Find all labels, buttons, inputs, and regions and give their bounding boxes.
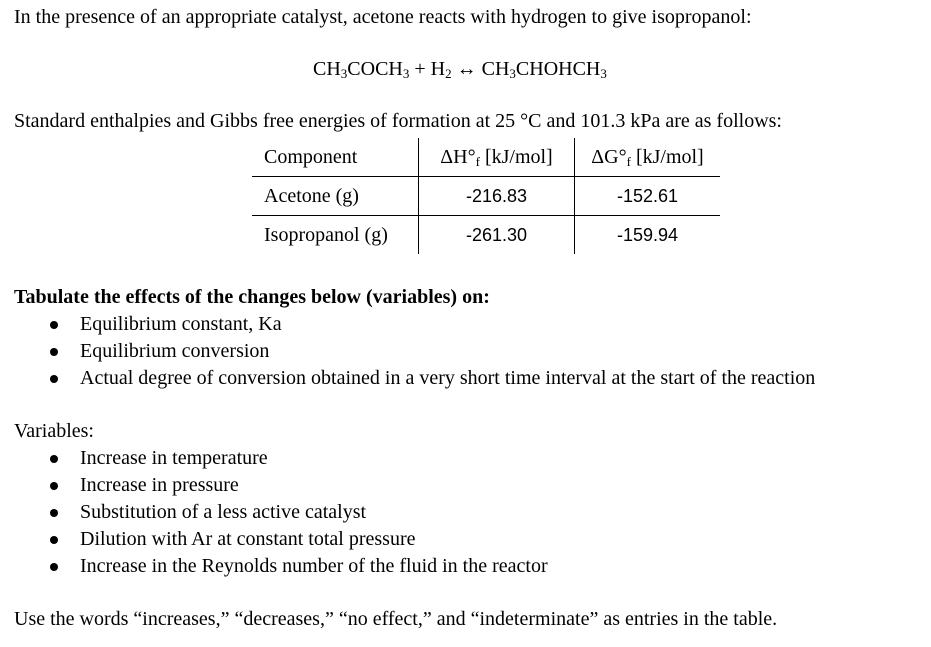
header-gibbs-symbol: ΔG° [591, 145, 627, 168]
equation-reactant1-sub2: 3 [402, 66, 410, 81]
list-item-text: Increase in temperature [80, 447, 268, 469]
list-item-text: Increase in pressure [80, 474, 239, 496]
list-item-text: Actual degree of conversion obtained in a very short time interval at the start of the reaction [80, 367, 816, 389]
row-enthalpy-value: -261.30 [419, 216, 575, 255]
instruction-paragraph: Use the words “increases,” “decreases,” “no effect,” and “indeterminate” as entries in the table. [14, 608, 778, 630]
variables-list [50, 445, 548, 580]
row-component: Isopropanol (g) [264, 223, 388, 246]
list-item-text: Equilibrium conversion [80, 340, 270, 362]
list-item [50, 472, 548, 499]
bullet-icon [50, 509, 58, 517]
reaction-equation [313, 58, 607, 81]
equation-product-a: CH [481, 58, 510, 80]
equation-reactant1-sub1: 3 [340, 66, 348, 81]
equation-plus-h: + H [409, 58, 446, 80]
equation-product-sub1: 3 [509, 66, 516, 81]
equation-product-b: CHOHCH [515, 58, 601, 80]
list-item [50, 311, 815, 338]
table-row [252, 177, 720, 216]
effects-list [50, 311, 815, 392]
intro-paragraph: In the presence of an appropriate catalyst, acetone reacts with hydrogen to give isopropanol: [14, 6, 752, 28]
header-enthalpy [419, 138, 575, 177]
list-item [50, 499, 548, 526]
list-item-text: Increase in the Reynolds number of the fluid in the reactor [80, 555, 548, 577]
header-enthalpy-sub: f [475, 153, 480, 169]
list-item [50, 526, 548, 553]
table-intro: Standard enthalpies and Gibbs free energies of formation at 25 °C and 101.3 kPa are as follows: [14, 110, 782, 132]
bullet-icon [50, 536, 58, 544]
header-enthalpy-unit: [kJ/mol] [479, 145, 553, 168]
list-item [50, 553, 548, 580]
equation-reactant1-b: COCH [347, 58, 403, 80]
bullet-icon [50, 482, 58, 490]
header-enthalpy-symbol: ΔH° [440, 145, 476, 168]
equation-reactant1-a: CH [313, 58, 341, 80]
bullet-icon [50, 348, 58, 356]
list-item-text: Equilibrium constant, Ka [80, 313, 282, 335]
bullet-icon [50, 455, 58, 463]
row-gibbs-value: -159.94 [575, 216, 721, 255]
list-item-text: Dilution with Ar at constant total pressure [80, 528, 416, 550]
header-gibbs-unit: [kJ/mol] [630, 145, 704, 168]
row-enthalpy-value: -216.83 [419, 177, 575, 216]
equation-h2-sub: 2 [445, 66, 452, 81]
equation-arrow: ↔ [451, 58, 482, 80]
list-item [50, 338, 815, 365]
bullet-icon [50, 321, 58, 329]
variables-heading: Variables: [14, 420, 94, 442]
row-gibbs-value: -152.61 [575, 177, 721, 216]
header-gibbs-sub: f [626, 153, 631, 169]
task-heading: Tabulate the effects of the changes below (variables) on: [14, 286, 490, 308]
list-item-text: Substitution of a less active catalyst [80, 501, 367, 523]
list-item [50, 365, 815, 392]
list-item [50, 445, 548, 472]
table-row [252, 216, 720, 255]
header-component: Component [252, 138, 419, 177]
table-header-row [252, 138, 720, 177]
equation-product-sub2: 3 [600, 66, 607, 81]
formation-properties-table [252, 138, 720, 254]
bullet-icon [50, 563, 58, 571]
header-gibbs [575, 138, 721, 177]
bullet-icon [50, 375, 58, 383]
row-component: Acetone (g) [252, 177, 419, 216]
